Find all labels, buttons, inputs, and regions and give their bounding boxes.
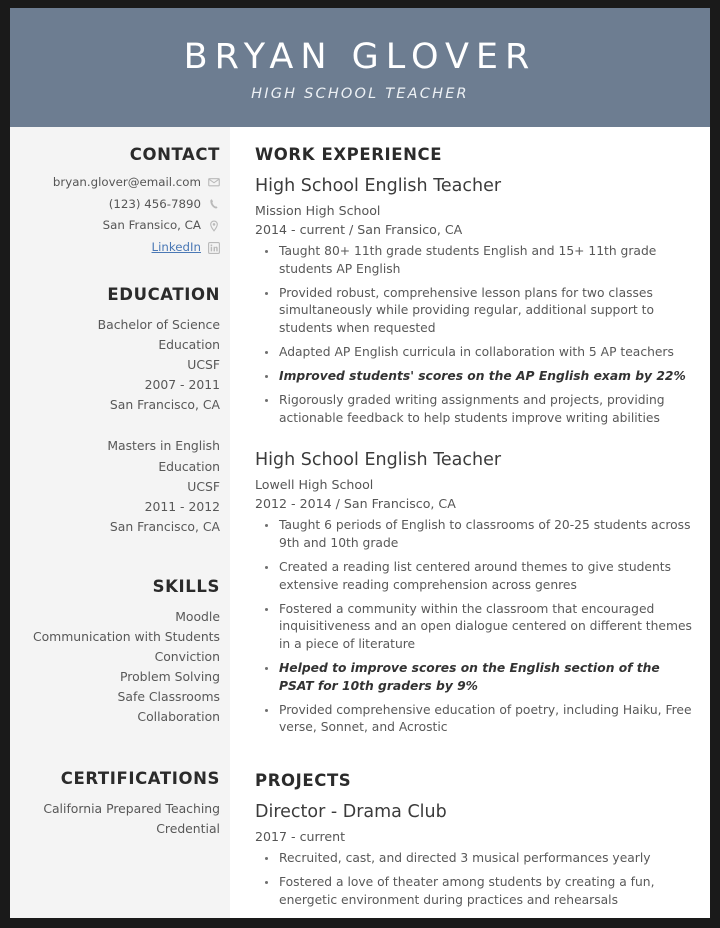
skill-item: Collaboration bbox=[137, 709, 220, 725]
skill-item: Conviction bbox=[154, 649, 220, 665]
bullet-item: Created a reading list centered around themes to give students extensive reading comprehension across genres bbox=[255, 559, 696, 595]
education-school: UCSF bbox=[187, 478, 220, 494]
phone-icon bbox=[208, 198, 220, 210]
contact-list bbox=[18, 175, 220, 255]
resume-header bbox=[10, 8, 710, 127]
resume-document bbox=[10, 8, 710, 918]
location-pin-icon bbox=[208, 220, 220, 232]
projects-heading: PROJECTS bbox=[255, 771, 352, 791]
resume-main bbox=[230, 127, 710, 918]
bullet-list bbox=[255, 243, 696, 427]
contact-item-text: San Fransico, CA bbox=[102, 218, 201, 233]
contact-item-text: (123) 456-7890 bbox=[108, 196, 201, 211]
work-experience-entry bbox=[255, 450, 696, 737]
education-entry bbox=[18, 315, 220, 415]
certification-item: California Prepared Teaching Credential bbox=[43, 801, 220, 837]
contact-section-heading: CONTACT bbox=[129, 145, 220, 164]
bullet-item: Fostered a community within the classroom that encouraged inquisitiveness and an open dialogue centered on different themes in a piece of literature bbox=[255, 601, 696, 654]
job-company: Mission High School bbox=[255, 202, 381, 218]
bullet-list bbox=[255, 850, 696, 909]
job-title: High School English Teacher bbox=[255, 176, 502, 196]
bullet-item: Rigorously graded writing assignments and projects, providing actionable feedback to help students improve writing abilities bbox=[255, 392, 696, 428]
work-experience-list bbox=[255, 176, 696, 737]
skill-item: Problem Solving bbox=[120, 669, 220, 685]
education-location: San Francisco, CA bbox=[109, 397, 220, 413]
contact-item-text: bryan.glover@email.com bbox=[52, 175, 201, 189]
projects-list bbox=[255, 802, 696, 909]
education-field: Education bbox=[158, 458, 220, 474]
education-section-heading: EDUCATION bbox=[107, 284, 220, 304]
education-school: UCSF bbox=[187, 357, 220, 373]
work-experience-heading: WORK EXPERIENCE bbox=[255, 145, 443, 164]
education-degree: Bachelor of Science bbox=[97, 316, 220, 332]
job-title: High School English Teacher bbox=[255, 450, 502, 471]
contact-item bbox=[18, 218, 220, 233]
skills-section-heading: SKILLS bbox=[152, 576, 220, 596]
resume-body bbox=[10, 127, 710, 918]
education-location: San Francisco, CA bbox=[109, 518, 220, 534]
candidate-job-title: HIGH SCHOOL TEACHER bbox=[251, 86, 469, 103]
bullet-item: Taught 6 periods of English to classrooms of 20-25 students across 9th and 10th grade bbox=[255, 517, 696, 553]
education-years: 2011 - 2012 bbox=[144, 498, 220, 514]
contact-item-text: LinkedIn bbox=[151, 240, 201, 255]
bullet-item: Fostered a love of theater among students by creating a fun, energetic environment during practices and rehearsals bbox=[255, 874, 696, 910]
bullet-item: Recruited, cast, and directed 3 musical performances yearly bbox=[255, 850, 696, 868]
contact-item[interactable] bbox=[18, 240, 220, 255]
job-company: Lowell High School bbox=[255, 477, 374, 493]
skill-item: Communication with Students bbox=[32, 628, 220, 644]
bullet-list bbox=[255, 517, 696, 737]
skill-item: Safe Classrooms bbox=[117, 689, 220, 705]
contact-item bbox=[18, 197, 220, 212]
bullet-item: Helped to improve scores on the English section of the PSAT for 10th graders by 9% bbox=[255, 660, 696, 696]
education-years: 2007 - 2011 bbox=[144, 377, 220, 393]
contact-item bbox=[18, 175, 220, 190]
resume-sidebar bbox=[10, 127, 230, 918]
education-field: Education bbox=[158, 337, 220, 353]
work-experience-entry bbox=[255, 176, 696, 427]
project-entry bbox=[255, 802, 696, 909]
certifications-list bbox=[18, 799, 220, 839]
envelope-icon bbox=[208, 176, 220, 188]
job-dates-location: 2012 - 2014 / San Francisco, CA bbox=[255, 496, 456, 512]
skills-list bbox=[18, 607, 220, 728]
job-dates-location: 2014 - current / San Fransico, CA bbox=[255, 221, 463, 237]
education-entry bbox=[18, 436, 220, 536]
bullet-item: Provided robust, comprehensive lesson plans for two classes simultaneously while providing regular, additional support to students when requested bbox=[255, 285, 696, 338]
bullet-item: Provided comprehensive education of poetry, including Haiku, Free verse, Sonnet, and Acrostic bbox=[255, 702, 696, 738]
bullet-item: Improved students' scores on the AP English exam by 22% bbox=[255, 368, 696, 386]
project-dates: 2017 - current bbox=[255, 829, 346, 845]
linkedin-icon bbox=[208, 242, 220, 254]
certifications-section-heading: CERTIFICATIONS bbox=[60, 769, 220, 789]
skill-item: Moodle bbox=[175, 608, 220, 624]
bullet-item: Taught 80+ 11th grade students English and 15+ 11th grade students AP English bbox=[255, 243, 696, 279]
candidate-name: BRYAN GLOVER bbox=[183, 36, 537, 77]
bullet-item: Adapted AP English curricula in collaboration with 5 AP teachers bbox=[255, 344, 696, 362]
education-degree: Masters in English bbox=[107, 438, 220, 454]
project-title: Director - Drama Club bbox=[255, 802, 447, 823]
education-list bbox=[18, 315, 220, 537]
